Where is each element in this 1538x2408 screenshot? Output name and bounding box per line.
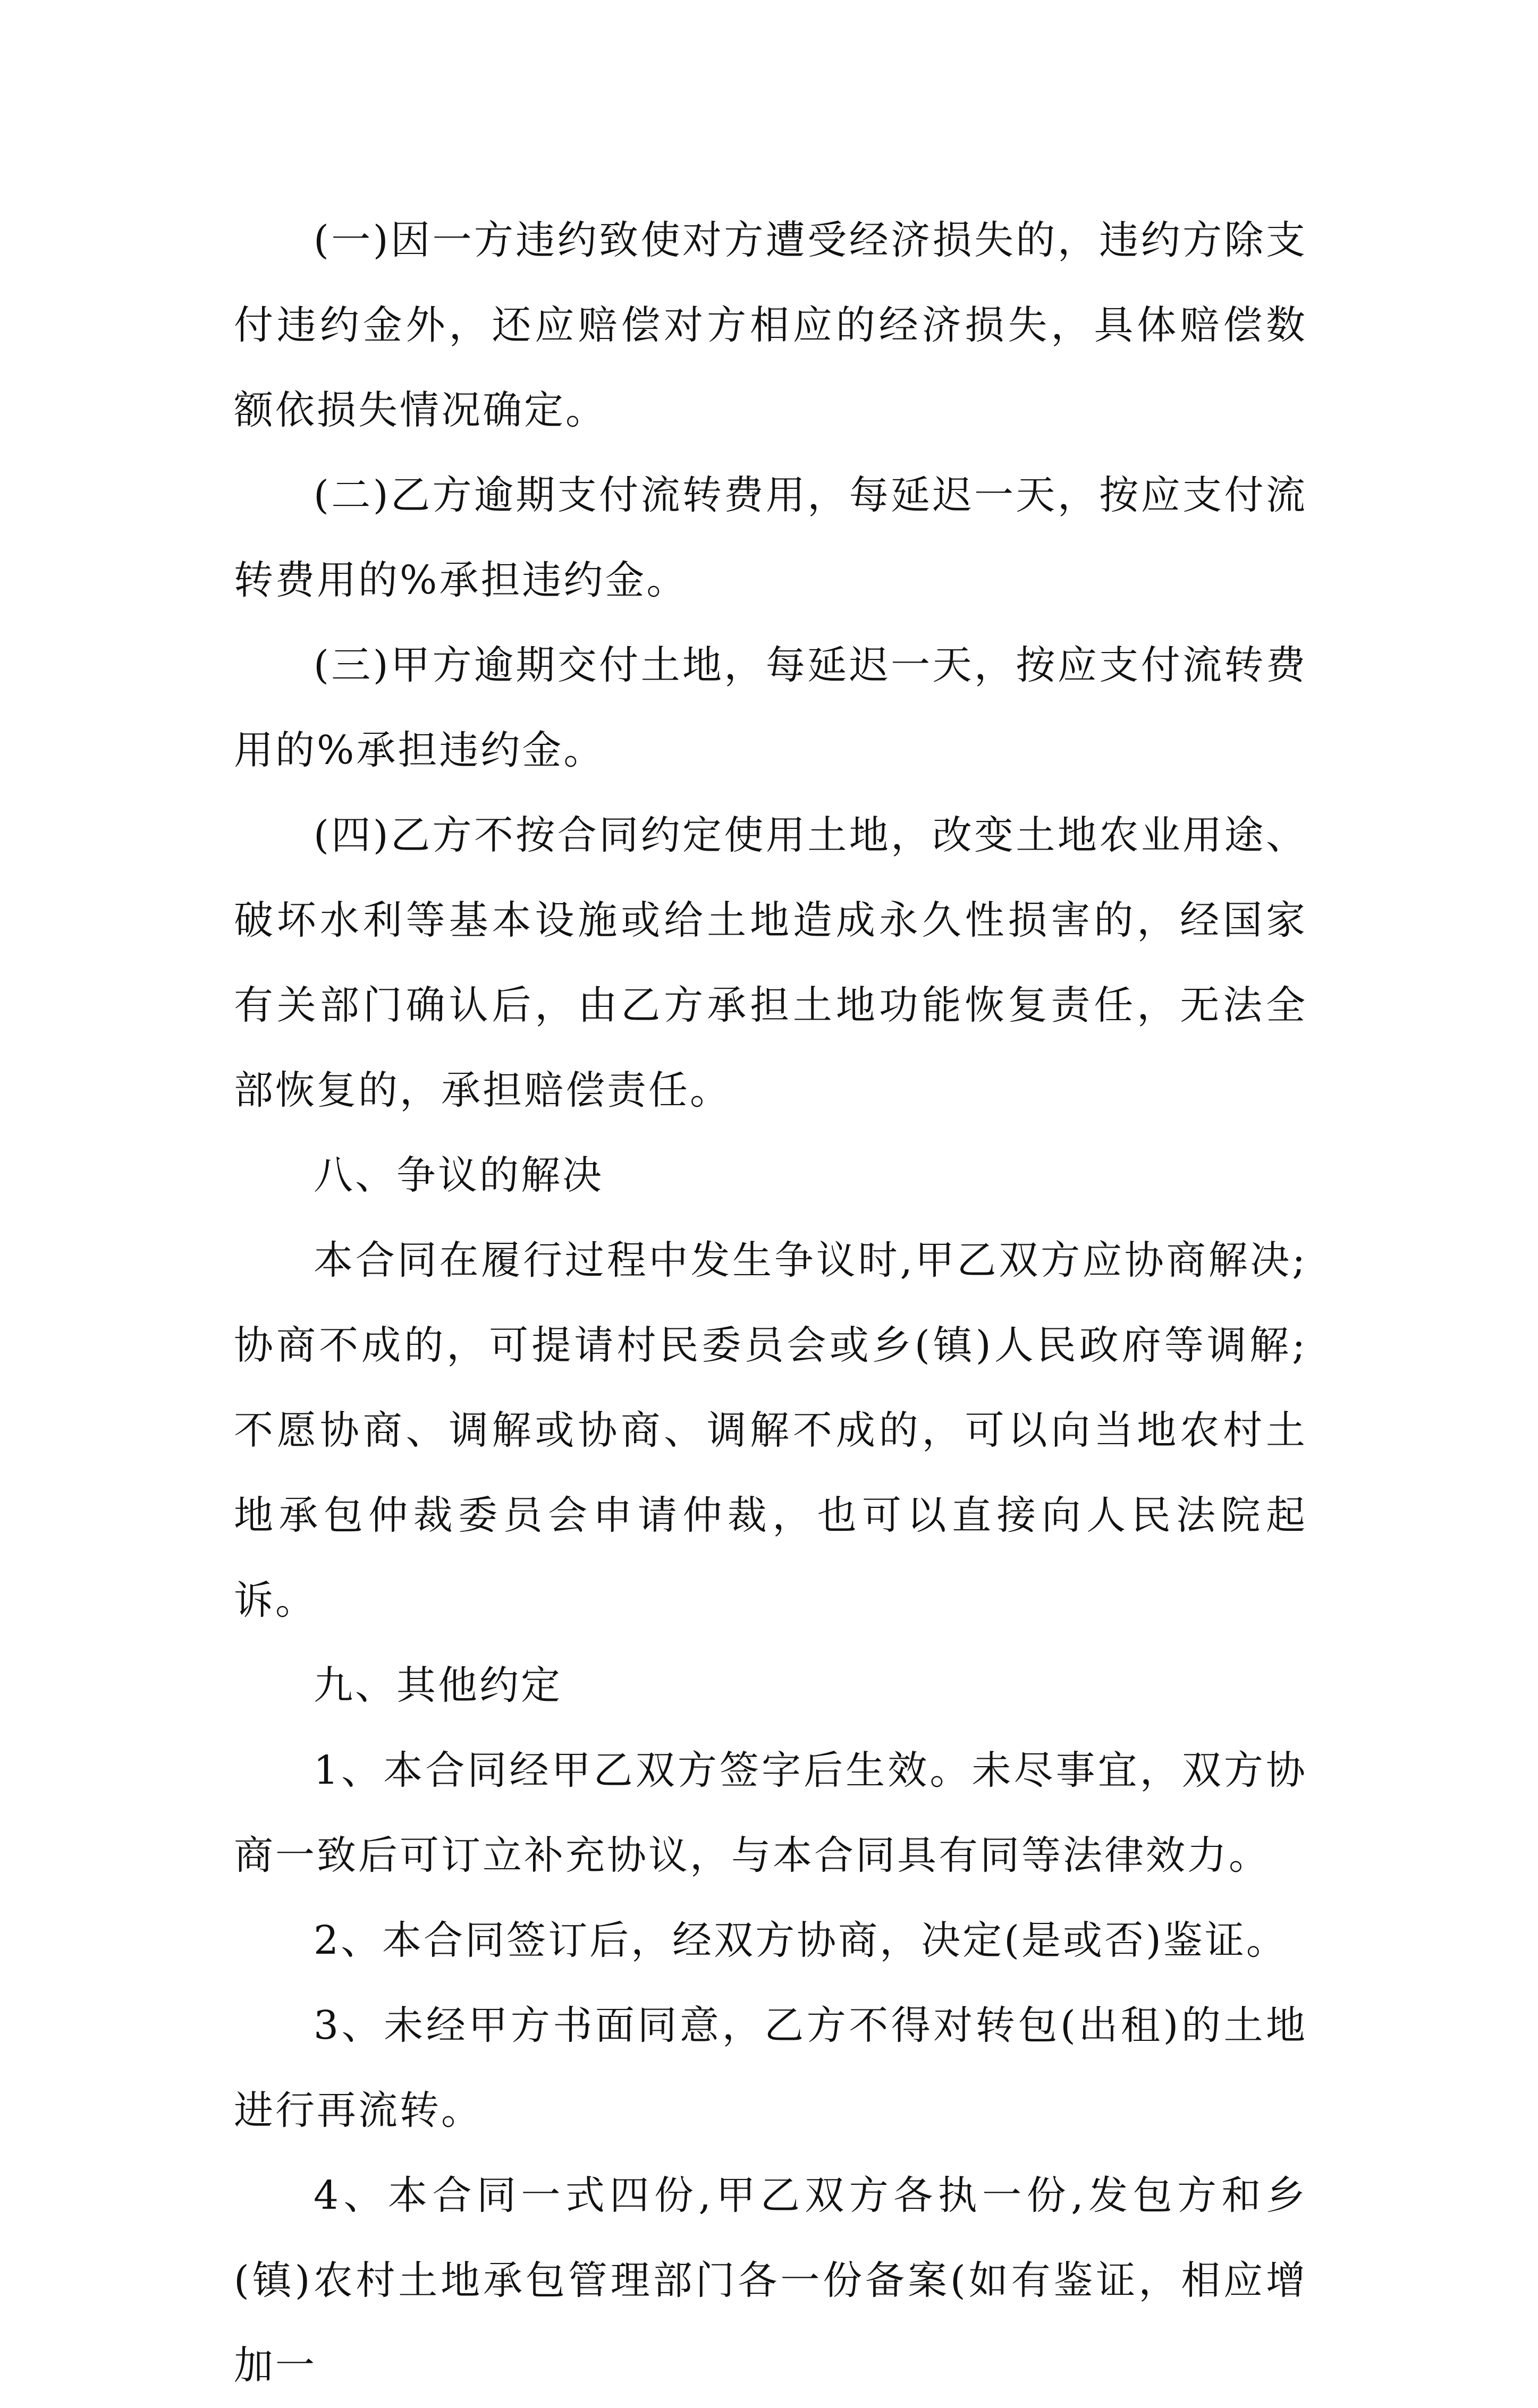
clause-notarization: 2、本合同签订后，经双方协商，决定(是或否)鉴证。 (314, 1918, 1288, 1963)
clause-no-re-transfer: 3、未经甲方书面同意，乙方不得对转包(出租)的土地进行再流转。 (234, 2003, 1307, 2133)
clause-late-land-delivery: (三)甲方逾期交付土地，每延迟一天，按应支付流转费用的%承担违约金。 (234, 642, 1307, 773)
clause-effective: 1、本合同经甲乙双方签字后生效。未尽事宜，双方协商一致后可订立补充协议，与本合同具有同等法律效力。 (234, 1748, 1307, 1878)
document-body (234, 198, 1307, 2408)
clause-copies: 4、本合同一式四份,甲乙双方各执一份,发包方和乡(镇)农村土地承包管理部门各一份备案(如有鉴证，相应增加一 (234, 2173, 1307, 2388)
clause-land-misuse: (四)乙方不按合同约定使用土地，改变土地农业用途、破坏水利等基本设施或给土地造成永久性损害的，经国家有关部门确认后，由乙方承担土地功能恢复责任，无法全部恢复的，承担赔偿责任。 (234, 812, 1307, 1113)
clause-dispute-resolution: 本合同在履行过程中发生争议时,甲乙双方应协商解决;协商不成的，可提请村民委员会或乡(镇)人民政府等调解;不愿协商、调解或协商、调解不成的，可以向当地农村土地承包仲裁委员会申请仲裁，也可以直接向人民法院起诉。 (234, 1237, 1307, 1623)
clause-late-payment: (二)乙方逾期支付流转费用，每延迟一天，按应支付流转费用的%承担违约金。 (234, 472, 1307, 603)
section-heading-dispute: 八、争议的解决 (314, 1152, 604, 1198)
clause-breach-compensation: (一)因一方违约致使对方遭受经济损失的，违约方除支付违约金外，还应赔偿对方相应的经济损失，具体赔偿数额依损失情况确定。 (234, 217, 1307, 433)
section-heading-other: 九、其他约定 (314, 1663, 562, 1708)
